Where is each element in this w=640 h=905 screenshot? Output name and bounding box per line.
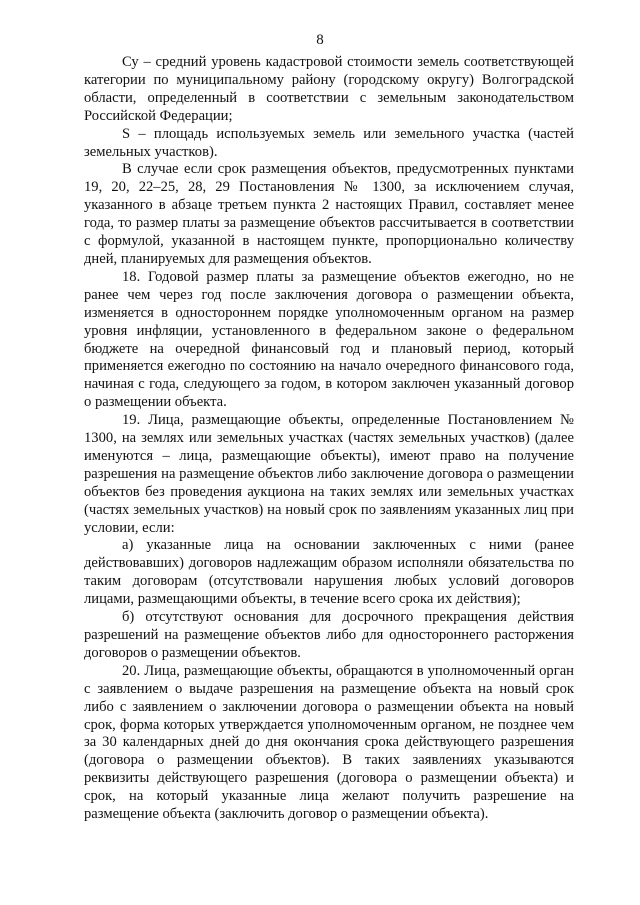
document-body (84, 54, 574, 824)
paragraph-clause-19-b: б) отсутствуют основания для досрочного прекращения действия разрешений на размещение объектов либо для одностороннего расторжения договоров о размещении объектов. (84, 609, 574, 661)
paragraph-clause-19: 19. Лица, размещающие объекты, определенные Постановлением № 1300, на землях или земельных участках (частях земельных участков) (далее именуются – лица, размещающие объекты), имеют право на получение разрешения на размещение объектов либо заключение договора о размещении объектов без проведения аукциона на таких землях или земельных участках (частях земельных участков) на новый срок по заявлениям указанных лиц при условии, если: (84, 412, 574, 536)
paragraph-clause-19-a: а) указанные лица на основании заключенных с ними (ранее действовавших) договоров надлежащим образом исполняли обязательства по таким договорам (отсутствовали нарушения любых условий договоров лицами, размещающими объекты, в течение всего срока их действия); (84, 537, 574, 608)
paragraph-clause-18: 18. Годовой размер платы за размещение объектов ежегодно, но не ранее чем через год после заключения договора о размещении объекта, изменяется в одностороннем порядке уполномоченным органом на размер уровня инфляции, установленного в федеральном законе о федеральном бюджете на очередной финансовый год и плановый период, который применяется ежегодно по состоянию на начало очередного финансового года, начиная с года, следующего за годом, в котором заключен указанный договор о размещении объекта. (84, 268, 574, 411)
paragraph-definition-su: Су – средний уровень кадастровой стоимости земель соответствующей категории по муниципальному району (городскому округу) Волгоградской области, определенный в соответствии с земельным законодательством Российской Федерации; (84, 54, 574, 124)
paragraph-clause-20: 20. Лица, размещающие объекты, обращаются в уполномоченный орган с заявлением о выдаче разрешения на размещение объекта на новый срок либо с заявлением о заключении договора о размещении объекта на новый срок, форма которых утверждается уполномоченным органом, не позднее чем за 30 календарных дней до дня окончания срока действующего разрешения (договора о размещении объектов). В таких заявлениях указываются реквизиты действующего разрешения (договора о размещении объекта) и срок, на который указанные лица желают получить разрешение на размещение объекта (заключить договор о размещении объекта). (84, 662, 574, 823)
paragraph-short-term: В случае если срок размещения объектов, предусмотренных пунктами 19, 20, 22–25, 28, 29 Постановления № 1300, за исключением случая, указанного в абзаце третьем пункта 2 настоящих Правил, составляет менее года, то размер платы за размещение объектов рассчитывается в соответствии с формулой, указанной в настоящем пункте, пропорционально количеству дней, планируемых для размещения объектов. (84, 161, 574, 267)
page-number: 8 (316, 32, 324, 48)
paragraph-definition-s: S – площадь используемых земель или земельного участка (частей земельных участков). (84, 125, 574, 160)
